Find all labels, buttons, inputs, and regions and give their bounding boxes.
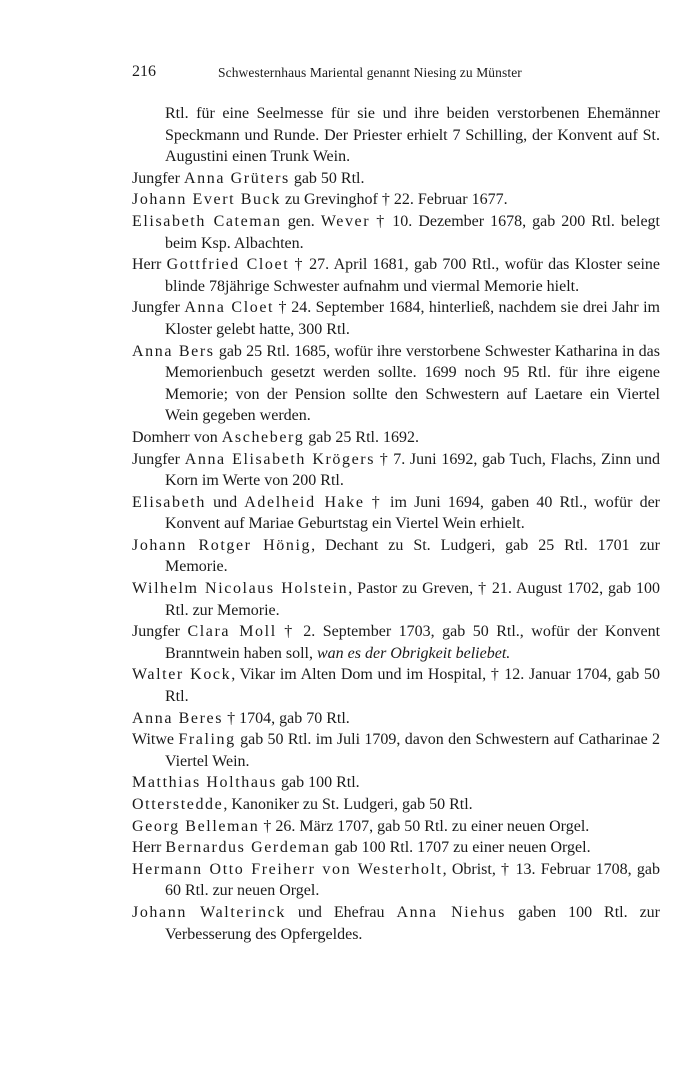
entry — [132, 621, 660, 664]
person-name: Wilhelm Nicolaus Holstein — [132, 580, 349, 598]
entry-continuation — [132, 103, 660, 168]
person-name: Anna Elisabeth Krögers — [184, 450, 376, 468]
entry-text: Rtl. für eine Seelmesse für sie und ihre beiden verstorbenen Ehemänner Speckmann und Runde. Der Priester erhielt 7 Schilling, der Konvent auf St. Augustini einen Trunk Wein. — [165, 105, 660, 166]
person-name: Georg Belleman — [132, 817, 260, 835]
person-name: Johann Evert Buck — [132, 191, 281, 209]
entry-text: gab 25 Rtl. 1685, wofür ihre verstorbene Schwester Katharina in das Memorienbuch gesetzt werden sollte. 1699 noch 95 Rtl. für ihre eigene Memorie; von der Pension sollte den Schwestern auf Laetare ein Viertel Wein gegeben werden. — [165, 342, 660, 425]
person-name: Adelheid Hake — [244, 493, 365, 511]
person-name: Hermann Otto Freiherr von Westerholt — [132, 860, 443, 878]
entry — [132, 427, 660, 449]
entry-text: gab 50 Rtl. — [289, 169, 365, 187]
person-name: Anna Bers — [132, 342, 215, 360]
entry-text: † 24. September 1684, hinterließ, nachdem sie drei Jahr im Kloster gelebt hatte, 300 Rtl. — [165, 299, 661, 338]
entry-text: † 1704, gab 70 Rtl. — [223, 709, 350, 727]
person-name: Walter Kock — [132, 666, 232, 684]
person-name: Elisabeth — [132, 493, 206, 511]
entry-text: , Obrist, † 13. Februar 1708, gab 60 Rtl. zur neuen Orgel. — [165, 860, 660, 900]
entry — [132, 535, 660, 578]
entry-text: und — [205, 493, 245, 511]
entry-text: Herr — [132, 256, 167, 274]
entry — [132, 837, 660, 859]
person-name: Bernardus Gerdeman — [165, 839, 331, 857]
person-name: Matthias Holthaus — [132, 774, 277, 792]
person-name: Anna Grüters — [183, 169, 290, 187]
entry-text: Herr — [132, 839, 166, 857]
entry-text: † 26. März 1707, gab 50 Rtl. zu einer neuen Orgel. — [259, 817, 590, 835]
entry — [132, 664, 660, 707]
entry-text: gab 100 Rtl. 1707 zu einer neuen Orgel. — [330, 839, 591, 857]
entry-text: † 10. Dezember 1678, gab 200 Rtl. belegt beim Ksp. Albachten. — [165, 212, 660, 252]
entry — [132, 211, 660, 254]
entry-text: Jungfer — [132, 169, 184, 187]
entry-text: Jungfer — [132, 450, 185, 468]
entry — [132, 708, 660, 730]
entry-text: gab 50 Rtl. im Juli 1709, davon den Schwestern auf Catharinae 2 Viertel Wein. — [165, 731, 661, 770]
entry — [132, 168, 660, 190]
entry-text: , Pastor zu Greven, † 21. August 1702, gab 100 Rtl. zur Memorie. — [165, 580, 660, 619]
entry — [132, 189, 660, 211]
entry-text: , Kanoniker zu St. Ludgeri, gab 50 Rtl. — [223, 796, 473, 813]
entry-list — [132, 103, 660, 945]
entry-text: Jungfer — [132, 623, 188, 641]
entry — [132, 492, 660, 535]
entry-text: Jungfer — [132, 299, 185, 317]
entry-text: † 2. September 1703, gab 50 Rtl., wofür der Konvent Branntwein haben soll, — [165, 623, 661, 662]
person-name: Johann Walterinck — [132, 903, 286, 921]
quoted-text: wan es der Obrigkeit beliebet. — [316, 644, 511, 662]
entry — [132, 729, 660, 772]
entry — [132, 254, 660, 297]
entry-text: , Dechant zu St. Ludgeri, gab 25 Rtl. 1701 zur Memorie. — [165, 536, 660, 576]
person-name: Gottfried Cloet — [166, 256, 290, 274]
entry-text: , Vikar im Alten Dom und im Hospital, † 12. Januar 1704, gab 50 Rtl. — [165, 666, 660, 706]
entry-text: und Ehefrau — [285, 903, 397, 921]
entry — [132, 816, 660, 838]
page-number: 216 — [132, 63, 156, 80]
entry — [132, 772, 660, 794]
entry — [132, 449, 660, 492]
entry — [132, 297, 660, 340]
entry-text: † 7. Juni 1692, gab Tuch, Flachs, Zinn und Korn im Werte von 200 Rtl. — [165, 450, 661, 490]
person-name: Clara Moll — [187, 623, 277, 641]
person-name: Elisabeth Cateman — [132, 212, 282, 230]
person-name: Fraling — [178, 731, 236, 749]
person-name: Wever — [320, 212, 371, 230]
entry — [132, 341, 660, 427]
person-name: Johann Rotger Hönig — [132, 536, 312, 554]
entry-text: zu Grevinghof † 22. Februar 1677. — [280, 191, 508, 209]
person-name: Otterstedde — [132, 796, 224, 813]
entry — [132, 859, 660, 902]
entry-text: † im Juni 1694, gaben 40 Rtl., wofür der Konvent auf Mariae Geburtstag ein Viertel Wein erhielt. — [165, 493, 661, 533]
entry-text: gen. — [281, 212, 321, 230]
entry-text: Witwe — [132, 731, 179, 749]
entry-text: gab 25 Rtl. 1692. — [304, 428, 419, 446]
entry-text: † 27. April 1681, gab 700 Rtl., wofür das Kloster seine blinde 78jährige Schwester aufnahm und viermal Memorie hielt. — [165, 256, 661, 295]
person-name: Anna Niehus — [396, 903, 507, 921]
running-title: Schwesternhaus Mariental genannt Niesing zu Münster — [218, 65, 522, 80]
entry — [132, 578, 660, 621]
person-name: Anna Beres — [132, 709, 224, 727]
person-name: Ascheberg — [221, 428, 305, 446]
entry-text: Domherr von — [132, 428, 222, 446]
entry-text: gaben 100 Rtl. zur Verbesserung des Opfergeldes. — [165, 903, 661, 943]
entry — [132, 902, 660, 945]
entry-text: gab 100 Rtl. — [276, 774, 360, 792]
person-name: Anna Cloet — [184, 299, 275, 317]
entry — [132, 794, 660, 816]
